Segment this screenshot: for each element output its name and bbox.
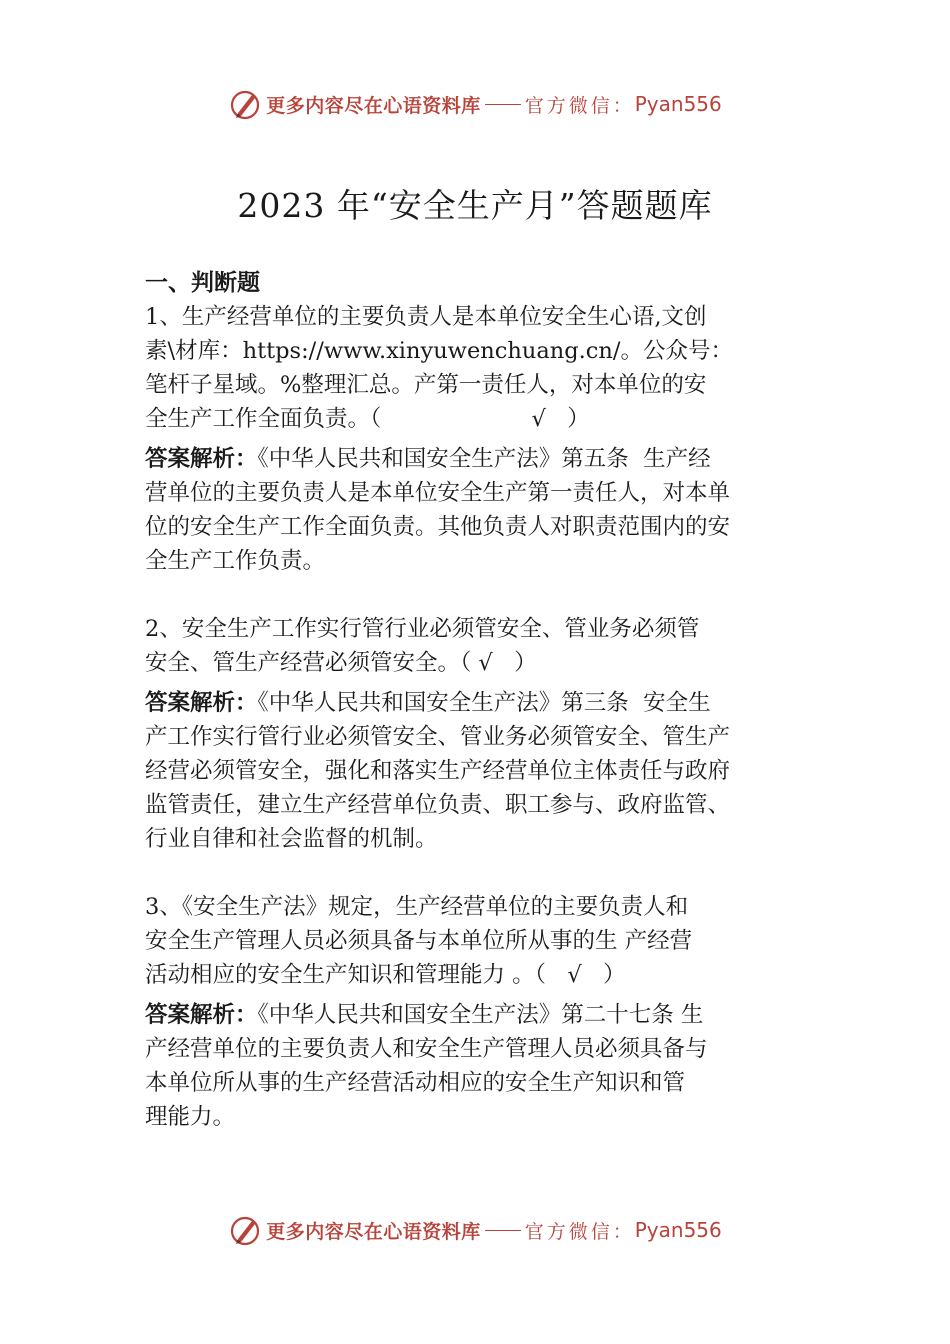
answer-line: 位的安全生产工作全面负责。其他负责人对职责范围内的安 xyxy=(145,514,731,540)
answer-line: 营单位的主要负责人是本单位安全生产第一责任人，对本单 xyxy=(145,480,731,506)
answer-line: 行业自律和社会监督的机制。 xyxy=(145,826,438,852)
banner-divider xyxy=(485,1230,521,1231)
question-block-1 xyxy=(145,300,815,578)
answer-line: 经营必须管安全，强化和落实生产经营单位主体责任与政府 xyxy=(145,758,731,784)
question-line: 安全、管生产经营必须管安全。（ √ ） xyxy=(145,650,537,676)
answer-first-line xyxy=(145,686,815,720)
question-line: 笔杆子星域。%整理汇总。产第一责任人，对本单位的安 xyxy=(145,372,707,398)
banner-left-text: 更多内容尽在心语资料库 xyxy=(266,1220,481,1243)
pen-logo-icon xyxy=(228,87,262,121)
banner-left-text: 更多内容尽在心语资料库 xyxy=(266,94,481,117)
answer-line: 本单位所从事的生产经营活动相应的安全生产知识和管 xyxy=(145,1070,686,1096)
banner-divider xyxy=(485,104,521,105)
answer-label: 答案解析： xyxy=(145,1002,258,1028)
answer-text: 《中华人民共和国安全生产法》第三条 安全生 xyxy=(257,690,711,716)
answer-line: 产经营单位的主要负责人和安全生产管理人员必须具备与 xyxy=(145,1036,708,1062)
answer-first-line xyxy=(145,998,815,1032)
answer-label: 答案解析： xyxy=(145,446,258,472)
answer-line: 全生产工作负责。 xyxy=(145,548,326,574)
banner-right-text: 官方微信： xyxy=(524,1220,635,1243)
question-line: 2、安全生产工作实行管行业必须管安全、管业务必须管 xyxy=(145,616,700,642)
answer-line: 监管责任，建立生产经营单位负责、职工参与、政府监管、 xyxy=(145,792,731,818)
header-banner xyxy=(0,84,950,124)
question-block-2 xyxy=(145,612,815,856)
document-title: 2023 年“安全生产月”答题题库 xyxy=(237,186,713,225)
answer-line: 理能力。 xyxy=(145,1104,236,1130)
banner-wechat-id: Pyan556 xyxy=(634,1218,722,1242)
pen-logo-icon xyxy=(228,1213,262,1247)
question-line: 3、《安全生产法》规定，生产经营单位的主要负责人和 xyxy=(145,894,689,920)
section-heading: 一、判断题 xyxy=(145,270,260,296)
answer-label: 答案解析： xyxy=(145,690,258,716)
question-line: 素\材库：https://www.xinyuwenchuang.cn/。公众号： xyxy=(145,338,733,364)
answer-text: 《中华人民共和国安全生产法》第五条 生产经 xyxy=(257,446,711,472)
question-line: 全生产工作全面负责。（ √ ） xyxy=(145,406,590,432)
banner-wechat-id: Pyan556 xyxy=(634,92,722,116)
question-line: 1、生产经营单位的主要负责人是本单位安全生心语,文创 xyxy=(145,304,707,330)
answer-text: 《中华人民共和国安全生产法》第二十七条 生 xyxy=(257,1002,704,1028)
document-body xyxy=(145,266,815,1134)
answer-line: 产工作实行管行业必须管安全、管业务必须管安全、管生产 xyxy=(145,724,731,750)
footer-banner xyxy=(0,1210,950,1250)
answer-first-line xyxy=(145,442,815,476)
question-line: 安全生产管理人员必须具备与本单位所从事的生 产经营 xyxy=(145,928,693,954)
question-block-3 xyxy=(145,890,815,1134)
question-line: 活动相应的安全生产知识和管理能力 。（ √ ） xyxy=(145,962,626,988)
banner-right-text: 官方微信： xyxy=(524,94,635,117)
